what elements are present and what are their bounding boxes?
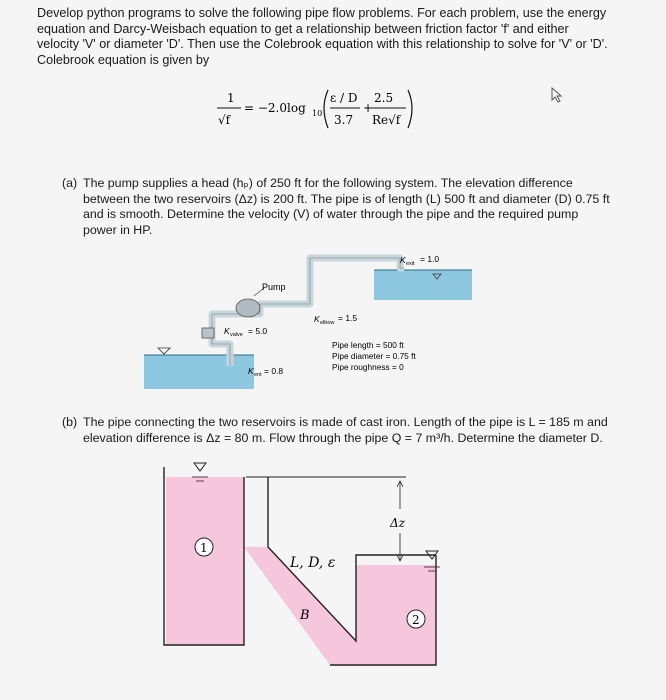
intro-line: Develop python programs to solve the following pipe flow problems. For each problem, use the energy bbox=[37, 6, 607, 20]
point-1-label: 1 bbox=[200, 541, 208, 555]
pipe-diameter-spec: Pipe diameter = 0.75 ft bbox=[332, 351, 416, 361]
part-b-line: elevation difference is Δz = 80 m. Flow through the pipe Q = 7 m³/h. Determine the diameter D. bbox=[83, 430, 603, 445]
part-a-label: (a) bbox=[62, 176, 78, 190]
eq-log-base: 10 bbox=[312, 109, 323, 118]
eq-plus: + bbox=[363, 101, 374, 115]
k-elbow-sub: elbow bbox=[320, 320, 335, 326]
k-symbol: K bbox=[248, 366, 254, 376]
intro-line: equation and Darcy-Weisbach equation to get a relationship between friction factor 'f' and either bbox=[37, 21, 569, 36]
intro-line: Colebrook equation is given by bbox=[37, 52, 210, 67]
part-b-text bbox=[62, 415, 622, 446]
part-a-text bbox=[62, 176, 622, 238]
k-symbol: K bbox=[314, 314, 320, 324]
part-a-line: power in HP. bbox=[83, 222, 153, 237]
water-level-icon bbox=[194, 463, 206, 471]
eq-re-sqrt-f: Re√f bbox=[372, 113, 401, 127]
valve-icon bbox=[202, 328, 214, 338]
pump-label: Pump bbox=[262, 282, 286, 292]
mouse-cursor-icon bbox=[550, 86, 566, 104]
point-b-label: B bbox=[300, 608, 310, 623]
eq-two-five: 2.5 bbox=[374, 91, 394, 105]
eq-three-seven: 3.7 bbox=[334, 113, 354, 127]
colebrook-equation bbox=[200, 82, 440, 142]
figure-b-reservoirs bbox=[150, 455, 470, 695]
eq-one: 1 bbox=[227, 91, 235, 105]
eq-coef: = −2.0log bbox=[244, 101, 306, 115]
k-valve-value: = 5.0 bbox=[248, 326, 268, 336]
problem-intro bbox=[37, 6, 627, 68]
water-level-icon bbox=[158, 348, 170, 354]
left-paren bbox=[324, 90, 328, 128]
pipe-params-label: L, D, ε bbox=[290, 555, 336, 571]
k-valve-sub: valve bbox=[230, 332, 243, 338]
part-a-line: between the two reservoirs (Δz) is 200 ft. The pipe is of length (L) 500 ft and diameter (D) 0.75 ft bbox=[83, 191, 610, 206]
k-symbol: K bbox=[224, 326, 230, 336]
k-exit-sub: exit bbox=[406, 261, 415, 267]
pump-icon bbox=[236, 299, 260, 317]
right-paren bbox=[408, 90, 412, 128]
k-symbol: K bbox=[400, 255, 406, 265]
upper-reservoir bbox=[374, 270, 472, 300]
dz-label: Δz bbox=[390, 516, 405, 530]
intro-line: velocity 'V' or diameter 'D'. Then use the Colebrook equation with this relationship to solve for 'V' or 'D'. bbox=[37, 37, 608, 52]
part-b-label: (b) bbox=[62, 415, 78, 429]
lower-reservoir bbox=[144, 355, 254, 389]
eq-eps-d: ε / D bbox=[330, 91, 358, 105]
part-b-line: The pipe connecting the two reservoirs is made of cast iron. Length of the pipe is L = 185 m and bbox=[83, 415, 608, 429]
eq-sqrt-f: √f bbox=[218, 113, 231, 127]
point-2-label: 2 bbox=[412, 613, 420, 627]
k-ent-sub: ent bbox=[254, 372, 262, 378]
pipe-roughness-spec: Pipe roughness = 0 bbox=[332, 362, 404, 372]
left-tank-water bbox=[166, 477, 244, 645]
part-a-line: and is smooth. Determine the velocity (V) of water through the pipe and the required pump bbox=[83, 207, 579, 222]
k-elbow-value: = 1.5 bbox=[338, 313, 358, 323]
pipe-length-spec: Pipe length = 500 ft bbox=[332, 340, 404, 350]
k-exit-value: = 1.0 bbox=[420, 254, 440, 264]
part-a-line: The pump supplies a head (hₚ) of 250 ft for the following system. The elevation difference bbox=[83, 176, 573, 190]
figure-a-pump-system bbox=[140, 244, 480, 394]
k-ent-value: = 0.8 bbox=[264, 366, 284, 376]
